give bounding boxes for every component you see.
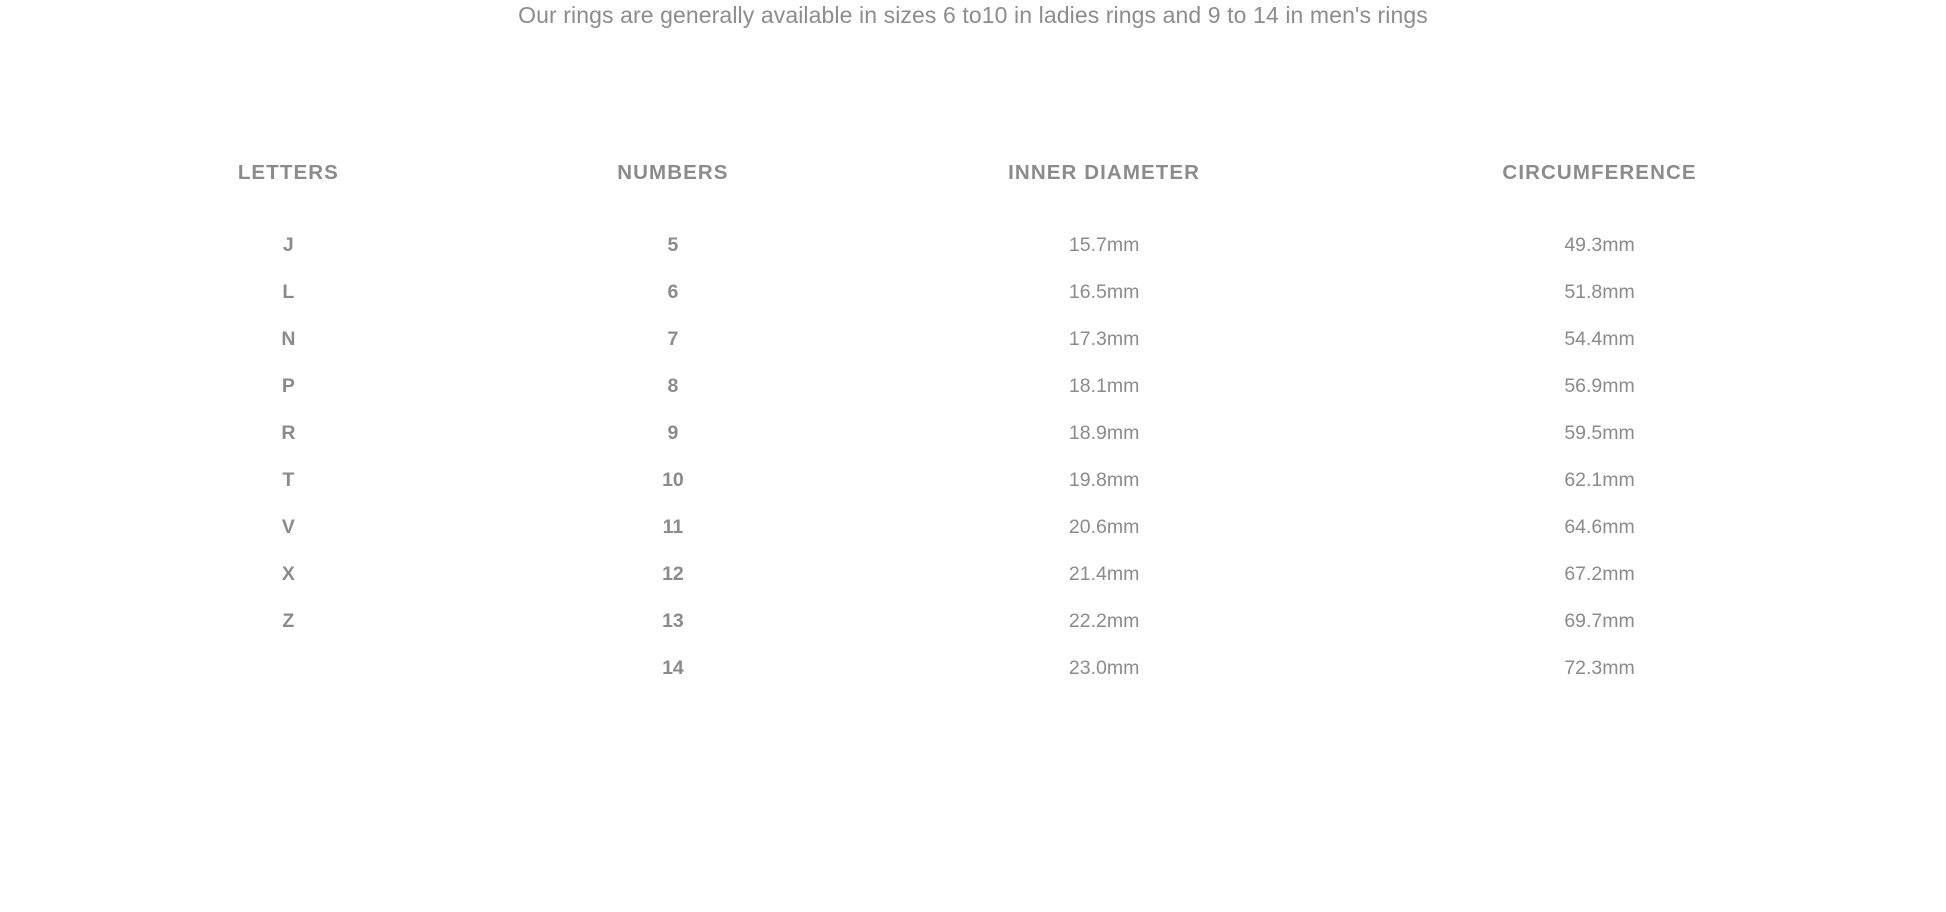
cell-letter: X [281, 562, 295, 585]
table-row [93, 268, 1853, 315]
cell-circumference: 67.2mm [1564, 562, 1635, 585]
cell-inner-diameter: 17.3mm [1068, 327, 1140, 350]
cell-circumference: 64.6mm [1564, 515, 1635, 538]
cell-number: 6 [667, 280, 679, 303]
table-row [93, 644, 1853, 691]
table-row [93, 597, 1853, 644]
cell-inner-diameter: 23.0mm [1068, 656, 1140, 679]
column-header-letters: LETTERS [237, 161, 339, 184]
cell-inner-diameter: 16.5mm [1068, 280, 1140, 303]
table-header [93, 160, 1853, 221]
table-row [93, 503, 1853, 550]
cell-circumference: 54.4mm [1564, 327, 1635, 350]
intro-text: Our rings are generally available in sizes 6 to10 in ladies rings and 9 to 14 in men's rings [518, 2, 1428, 28]
cell-inner-diameter: 18.1mm [1068, 374, 1140, 397]
cell-number: 12 [662, 562, 684, 585]
cell-number: 11 [662, 515, 684, 538]
table-row [93, 550, 1853, 597]
cell-circumference: 69.7mm [1564, 609, 1635, 632]
cell-inner-diameter: 20.6mm [1068, 515, 1140, 538]
cell-letter: L [282, 280, 295, 303]
table-row [93, 409, 1853, 456]
cell-number: 7 [667, 327, 679, 350]
cell-inner-diameter: 22.2mm [1068, 609, 1140, 632]
cell-letter: T [282, 468, 295, 491]
cell-letter: V [281, 515, 295, 538]
cell-number: 5 [667, 233, 679, 256]
cell-number: 14 [662, 656, 684, 679]
column-header-circumference: CIRCUMFERENCE [1502, 161, 1697, 184]
cell-letter: J [282, 233, 294, 256]
cell-circumference: 62.1mm [1564, 468, 1635, 491]
table-header-row [93, 160, 1853, 221]
cell-number: 13 [662, 609, 684, 632]
cell-inner-diameter: 19.8mm [1068, 468, 1140, 491]
cell-letter: P [281, 374, 295, 397]
cell-number: 10 [662, 468, 684, 491]
cell-letter: Z [282, 609, 295, 632]
cell-circumference: 51.8mm [1564, 280, 1635, 303]
cell-inner-diameter: 15.7mm [1068, 233, 1140, 256]
column-header-inner-diameter: INNER DIAMETER [1008, 161, 1201, 184]
cell-inner-diameter: 21.4mm [1068, 562, 1140, 585]
cell-circumference: 49.3mm [1564, 233, 1635, 256]
cell-number: 8 [667, 374, 679, 397]
table-row [93, 315, 1853, 362]
cell-inner-diameter: 18.9mm [1068, 421, 1140, 444]
cell-number: 9 [667, 421, 679, 444]
cell-circumference: 56.9mm [1564, 374, 1635, 397]
column-header-numbers: NUMBERS [617, 161, 729, 184]
cell-circumference: 72.3mm [1564, 656, 1635, 679]
cell-circumference: 59.5mm [1564, 421, 1635, 444]
ring-size-table [93, 160, 1853, 691]
ring-size-table-container [0, 160, 1946, 691]
cell-letter: R [281, 421, 296, 444]
table-body [93, 221, 1853, 691]
cell-letter [93, 644, 484, 691]
table-row [93, 456, 1853, 503]
cell-letter: N [281, 327, 296, 350]
table-row [93, 221, 1853, 268]
table-row [93, 362, 1853, 409]
